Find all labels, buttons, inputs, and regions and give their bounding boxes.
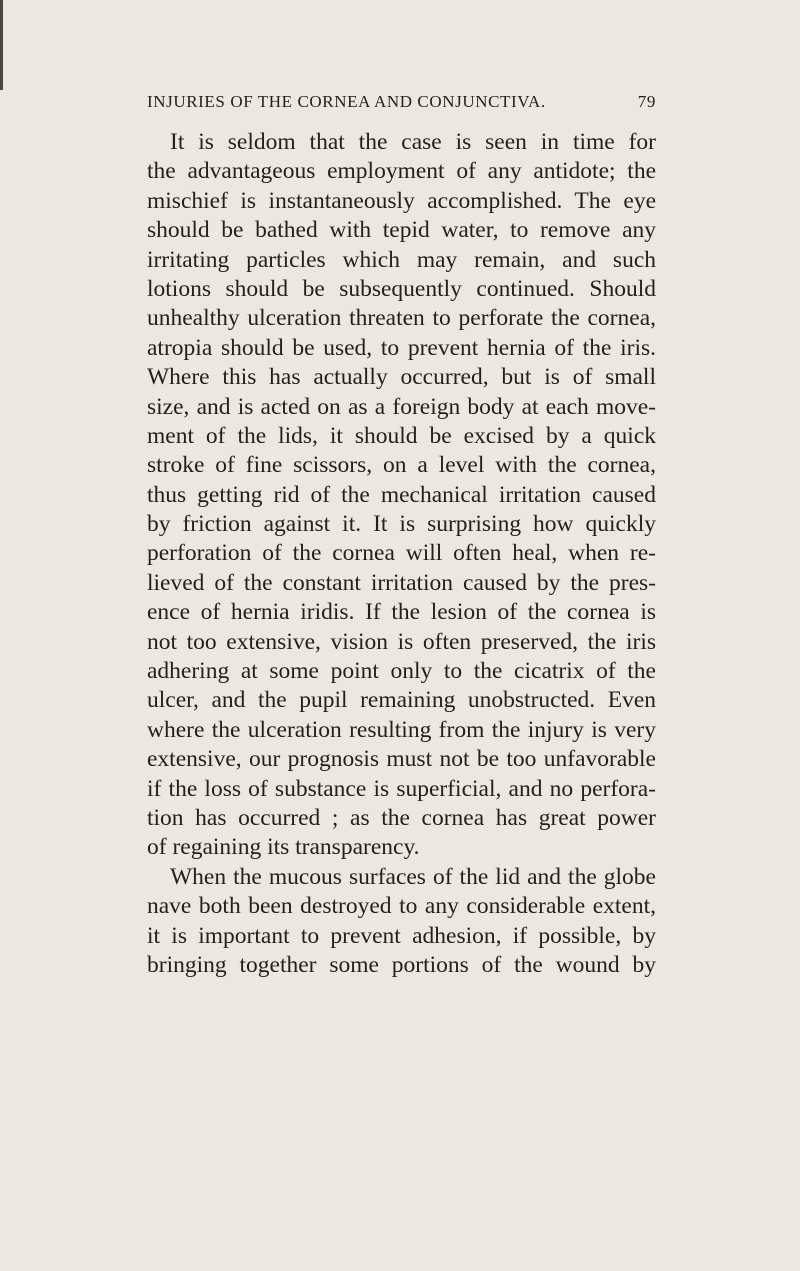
text-line: of regaining its transparency. [147, 834, 420, 861]
text-line: ulcer, and the pupil remaining unobstructed. Even [147, 687, 656, 714]
body-text [147, 128, 656, 980]
text-line: it is important to prevent adhesion, if possible, by [147, 922, 656, 949]
text-line: if the loss of substance is superficial, and no perfora- [147, 775, 656, 802]
text-line: thus getting rid of the mechanical irritation caused [147, 481, 656, 508]
text-line: adhering at some point only to the cicatrix of the [147, 658, 656, 685]
text-line: not too extensive, vision is often preserved, the iris [147, 628, 656, 655]
page-number: 79 [637, 92, 656, 111]
running-title: INJURIES OF THE CORNEA AND CONJUNCTIVA. [147, 92, 546, 111]
text-line: lieved of the constant irritation caused by the pres- [147, 569, 656, 596]
text-line: stroke of fine scissors, on a level with the cornea, [147, 452, 656, 479]
text-line: It is seldom that the case is seen in time for [170, 129, 656, 155]
text-line: atropia should be used, to prevent hernia of the iris. [147, 334, 656, 361]
text-line: mischief is instantaneously accomplished. The eye [147, 187, 656, 214]
text-line: irritating particles which may remain, and such [147, 246, 656, 273]
text-line: extensive, our prognosis must not be too unfavorable [147, 746, 656, 773]
text-line: the advantageous employment of any antidote; the [147, 158, 656, 185]
text-line: should be bathed with tepid water, to remove any [147, 217, 656, 244]
text-line: tion has occurred ; as the cornea has great power [147, 804, 656, 831]
text-line: by friction against it. It is surprising how quickly [147, 511, 656, 538]
text-line: perforation of the cornea will often heal, when re- [147, 540, 656, 567]
text-line: bringing together some portions of the wound by [147, 951, 656, 978]
text-line: ence of hernia iridis. If the lesion of the cornea is [147, 599, 656, 626]
text-line: When the mucous surfaces of the lid and the globe [170, 863, 656, 890]
text-line: lotions should be subsequently continued. Should [147, 275, 656, 302]
text-line: size, and is acted on as a foreign body at each move- [147, 393, 656, 420]
text-line: where the ulceration resulting from the injury is very [147, 716, 656, 743]
page-edge-shadow [0, 0, 3, 90]
text-line: unhealthy ulceration threaten to perforate the cornea, [147, 305, 656, 332]
text-line: Where this has actually occurred, but is of small [147, 364, 656, 391]
text-line: nave both been destroyed to any considerable extent, [147, 893, 656, 920]
running-header [147, 92, 656, 112]
text-line: ment of the lids, it should be excised by a quick [147, 422, 656, 449]
